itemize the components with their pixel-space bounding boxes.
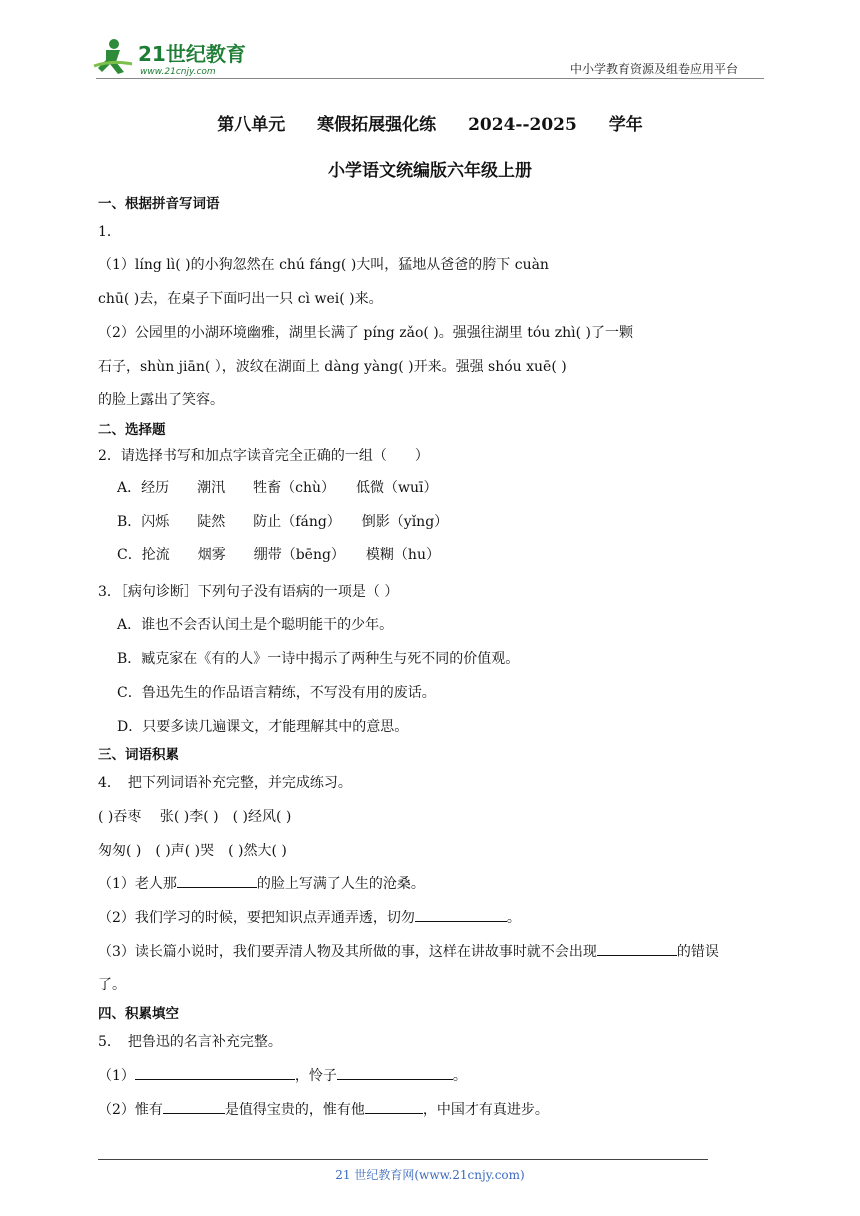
footer-link[interactable]: 21 世纪教育网(www.21cnjy.com)	[335, 1168, 525, 1182]
platform-name: 中小学教育资源及组卷应用平台	[570, 62, 739, 76]
question-stem: 5． 把鲁迅的名言补充完整。	[98, 1034, 282, 1050]
sentence-blank	[98, 1099, 549, 1119]
sentence-blank	[98, 941, 719, 961]
sentence-text: （2）惟有	[98, 1102, 163, 1118]
answer-blank[interactable]	[597, 941, 677, 956]
idiom-row: ( )吞枣 张( )李( ) ( )经风( )	[98, 809, 292, 825]
sentence-text: （2）我们学习的时候，要把知识点弄通弄透，切勿	[98, 910, 415, 926]
site-logo	[92, 36, 262, 78]
question-number: 1．	[98, 224, 121, 240]
choice-c: C．鲁迅先生的作品语言精练，不写没有用的废话。	[117, 685, 436, 701]
sentence-blank	[98, 873, 425, 893]
section-heading: 二、选择题	[98, 422, 166, 438]
running-figure-icon	[94, 39, 132, 74]
sentence-text: （3）读长篇小说时，我们要弄清人物及其所做的事，这样在讲故事时就不会出现	[98, 944, 597, 960]
sentence-text: （1）	[98, 1068, 135, 1084]
choice-b: B．闪烁 陡然 防止（fáng） 倒影（yǐng）	[117, 514, 449, 530]
sentence-text: 。	[506, 910, 521, 926]
header-divider	[96, 78, 764, 79]
sentence-text: 。	[452, 1068, 467, 1084]
question-text: chū( )去，在桌子下面叼出一只 cì wei( )来。	[98, 291, 383, 307]
section-heading: 四、积累填空	[98, 1006, 179, 1022]
page-title: 第八单元 寒假拓展强化练 2024--2025 学年	[217, 115, 643, 135]
question-stem: 2．请选择书写和加点字读音完全正确的一组（ ）	[98, 448, 429, 464]
choice-d: D．只要多读几遍课文，才能理解其中的意思。	[117, 719, 409, 735]
page-subtitle: 小学语文统编版六年级上册	[328, 161, 532, 181]
sentence-text: ，中国才有真进步。	[422, 1102, 549, 1118]
choice-a: A．经历 潮汛 牲畜（chù） 低微（wuī）	[117, 480, 438, 496]
sentence-text: 是值得宝贵的，惟有他	[224, 1102, 365, 1118]
answer-blank[interactable]	[365, 1099, 423, 1114]
answer-blank[interactable]	[415, 907, 507, 922]
sentence-text: ，怜子	[294, 1068, 337, 1084]
footer-divider	[98, 1159, 708, 1160]
sentence-text: 的脸上写满了人生的沧桑。	[256, 876, 425, 892]
sentence-text: （1）老人那	[98, 876, 177, 892]
sentence-blank	[98, 1065, 467, 1085]
idiom-row: 匆匆( ) ( )声( )哭 ( )然大( )	[98, 843, 287, 859]
question-text: 石子，shùn jiān( ），波纹在湖面上 dàng yàng( )开来。强强 shóu xuē( )	[98, 359, 567, 375]
answer-blank[interactable]	[337, 1065, 453, 1080]
question-stem: 3．［病句诊断］下列句子没有语病的一项是（ ）	[98, 584, 399, 600]
section-heading: 一、根据拼音写词语	[98, 196, 220, 212]
choice-c: C．抡流 烟雾 绷带（bēng） 模糊（hu）	[117, 547, 440, 563]
choice-b: B．臧克家在《有的人》一诗中揭示了两种生与死不同的价值观。	[117, 651, 520, 667]
question-text: 的脸上露出了笑容。	[98, 392, 224, 408]
question-text: （1）líng lì( )的小狗忽然在 chú fáng( )大叫，猛地从爸爸的胯下 cuàn	[98, 257, 549, 273]
sentence-text: 的错误	[676, 944, 719, 960]
section-heading: 三、词语积累	[98, 747, 179, 763]
sentence-blank	[98, 907, 521, 927]
sentence-text: 了。	[98, 977, 126, 993]
question-text: （2）公园里的小湖环境幽雅，湖里长满了 píng zǎo( )。强强往湖里 tóu zhì( )了一颗	[98, 325, 633, 341]
question-stem: 4． 把下列词语补充完整，并完成练习。	[98, 775, 352, 791]
logo-url: www.21cnjy.com	[140, 67, 216, 77]
choice-a: A．谁也不会否认闰土是个聪明能干的少年。	[117, 617, 394, 633]
answer-blank[interactable]	[135, 1065, 295, 1080]
answer-blank[interactable]	[163, 1099, 225, 1114]
answer-blank[interactable]	[177, 873, 257, 888]
logo-text: 21世纪教育	[138, 42, 246, 66]
